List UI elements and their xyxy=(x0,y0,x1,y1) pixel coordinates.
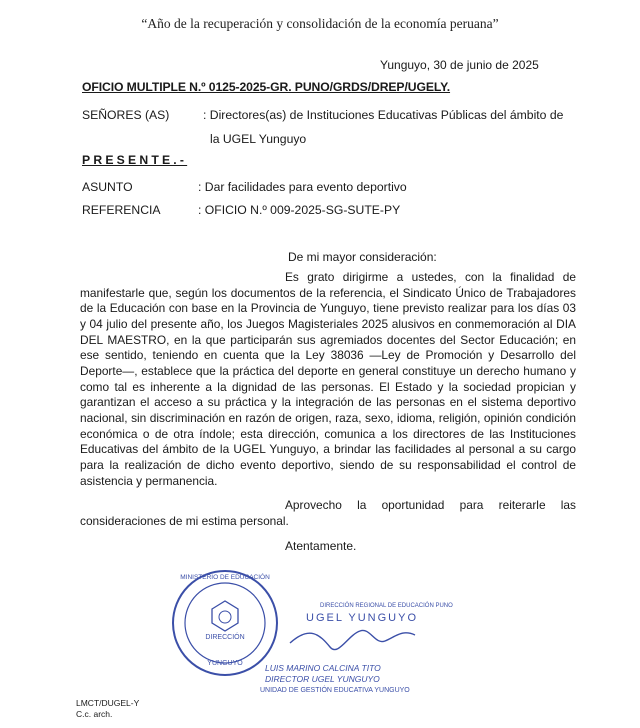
round-seal xyxy=(173,571,277,675)
date-line: Yunguyo, 30 de junio de 2025 xyxy=(380,58,539,72)
closing-paragraph: Aprovecho la oportunidad para reiterarle las consideraciones de mi estima personal. xyxy=(80,498,576,528)
addressee-line-2: la UGEL Yunguyo xyxy=(210,132,307,146)
svg-text:YUNGUYO: YUNGUYO xyxy=(207,660,243,667)
signer-block xyxy=(260,663,410,694)
greeting: De mi mayor consideración: xyxy=(288,250,437,264)
footer-initials: LMCT/DUGEL-Y xyxy=(76,698,140,708)
svg-text:MINISTERIO DE EDUCACIÓN: MINISTERIO DE EDUCACIÓN xyxy=(180,574,270,581)
official-stamps xyxy=(170,565,470,695)
body-paragraph: Es grato dirigirme a ustedes, con la finalidad de manifestarle que, según los documentos de la referencia, el Sindicato Único de Trabajadores de la Educación con base en la Provincia de Yunguyo, tiene previsto realizar para los días 03 y 04 julio del presente año, los Juegos Magisteriales 2025 alusivos en conmemoración al DIA DEL MAESTRO, en la que participarán sus agremiados docentes del Sector Educación; en ese sentido, teniendo en cuenta que la Ley 38036 —Ley de Promoción y Desarrollo del Deporte—, establece que la práctica del deporte en general constituye un derecho humano y como tal es inherente a la dignidad de las personas. El Estado y la sociedad propician y garantizan el acceso a su práctica y la integración de las personas en el sistema deportivo nacional, sin discriminación en razón de origen, raza, sexo, idioma, religión, opinión condición económica o de otra índole; esta dirección, comunica a los directores de las Instituciones Educativas del ámbito de la UGEL Yunguyo, a brindar las facilidades al personal a su cargo para la realización de dicho evento deportivo, siendo de su responsabilidad el control de asistencia y permanencia. xyxy=(80,270,576,488)
rect-stamp xyxy=(306,602,453,624)
document-motto: “Año de la recuperación y consolidación de la economía peruana” xyxy=(141,16,499,31)
svg-text:LUIS MARINO CALCINA TITO: LUIS MARINO CALCINA TITO xyxy=(265,663,381,673)
referencia-value: : OFICIO N.º 009-2025-SG-SUTE-PY xyxy=(198,203,401,217)
referencia-label: REFERENCIA xyxy=(82,203,161,217)
svg-text:UGEL YUNGUYO: UGEL YUNGUYO xyxy=(306,612,419,624)
addressee-line-1: : Directores(as) de Instituciones Educativas Públicas del ámbito de xyxy=(203,108,564,122)
oficio-number: OFICIO MULTIPLE N.º 0125-2025-GR. PUNO/GRDS/DREP/UGELY. xyxy=(82,80,451,94)
asunto-label: ASUNTO xyxy=(82,180,133,194)
presente-heading: PRESENTE.- xyxy=(82,153,188,167)
sign-off: Atentamente. xyxy=(285,539,357,553)
svg-text:DIRECCIÓN REGIONAL DE EDUCACIÓ: DIRECCIÓN REGIONAL DE EDUCACIÓN PUNO xyxy=(320,603,453,609)
svg-text:DIRECCIÓN: DIRECCIÓN xyxy=(205,634,245,641)
handwritten-signature xyxy=(290,630,415,649)
addressee-label: SEÑORES (AS) xyxy=(82,108,170,122)
footer-cc: C.c. arch. xyxy=(76,709,113,719)
asunto-value: : Dar facilidades para evento deportivo xyxy=(198,180,407,194)
svg-text:DIRECTOR UGEL YUNGUYO: DIRECTOR UGEL YUNGUYO xyxy=(265,674,380,684)
svg-text:UNIDAD DE GESTIÓN EDUCATIVA YU: UNIDAD DE GESTIÓN EDUCATIVA YUNGUYO xyxy=(260,687,410,694)
